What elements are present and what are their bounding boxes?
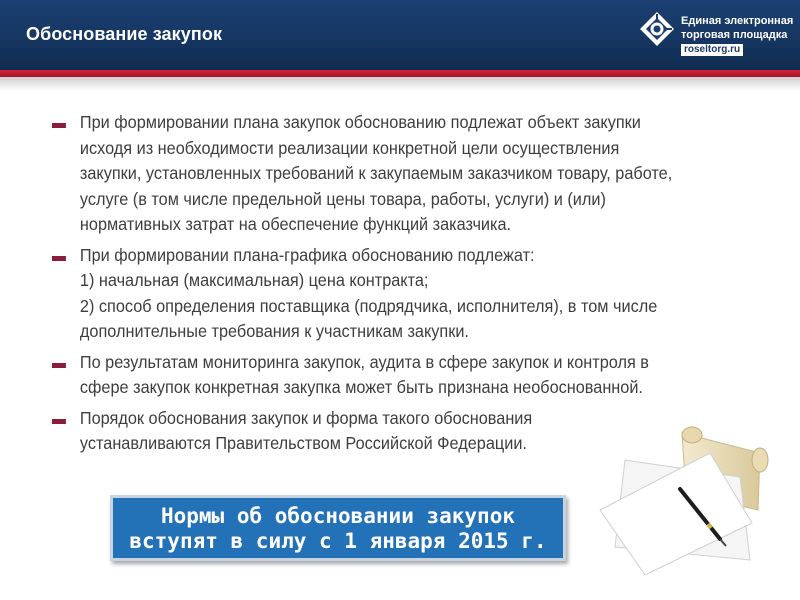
bullet-text-line: При формировании плана закупок обоснованию подлежат объект закупки	[79, 112, 641, 132]
logo-text-line1: Единая электронная	[681, 15, 794, 27]
header-shadow	[0, 77, 800, 91]
bullet-text-line: дополнительные требования к участникам закупки.	[79, 321, 469, 341]
bullet-text-line: услуге (в том числе предельной цены товара, работы, услуги) и (или)	[79, 188, 606, 209]
accent-stripe	[0, 70, 800, 77]
bullet-text-line: Порядок обоснования закупок и форма такого обоснования	[79, 407, 533, 428]
logo-text-line2: торговая площадка	[681, 29, 788, 41]
bullet-text-line: устанавливаются Правительством Российской Федерации.	[79, 433, 527, 453]
bullet-list	[52, 110, 684, 462]
header-bar	[0, 0, 800, 70]
roseltorg-logo-icon	[639, 11, 675, 47]
bullet-text-line: нормативных затрат на обеспечение функций заказчика.	[79, 214, 512, 234]
page-title: Обоснование закупок	[26, 24, 223, 44]
bullet-text-line: сфере закупок конкретная закупка может быть признана необоснованной.	[79, 377, 643, 397]
bullet-text-line: закупки, установленных требований к закупаемым заказчиком товару, работе,	[79, 163, 673, 183]
banner-line1: Нормы об обосновании закупок	[160, 504, 515, 528]
bullet-text-line: По результатам мониторинга закупок, аудита в сфере закупок и контроля в	[79, 351, 649, 372]
bullet-item	[52, 243, 684, 345]
bullet-item	[52, 350, 684, 401]
bullet-text-line: При формировании плана-графика обоснованию подлежат:	[79, 244, 535, 265]
notice-banner	[110, 495, 566, 561]
banner-line2: вступят в силу с 1 января 2015 г.	[129, 529, 547, 553]
bullet-text-line: исходя из необходимости реализации конкретной цели осуществления	[79, 137, 620, 158]
bullet-text-line: 1) начальная (максимальная) цена контракта;	[79, 270, 429, 290]
bullet-item	[52, 110, 684, 238]
bullet-text-line: 2) способ определения поставщика (подрядчика, исполнителя), в том числе	[79, 295, 658, 316]
paper-and-pen-illustration	[590, 415, 780, 575]
logo-url[interactable]: roseltorg.ru	[681, 44, 743, 56]
